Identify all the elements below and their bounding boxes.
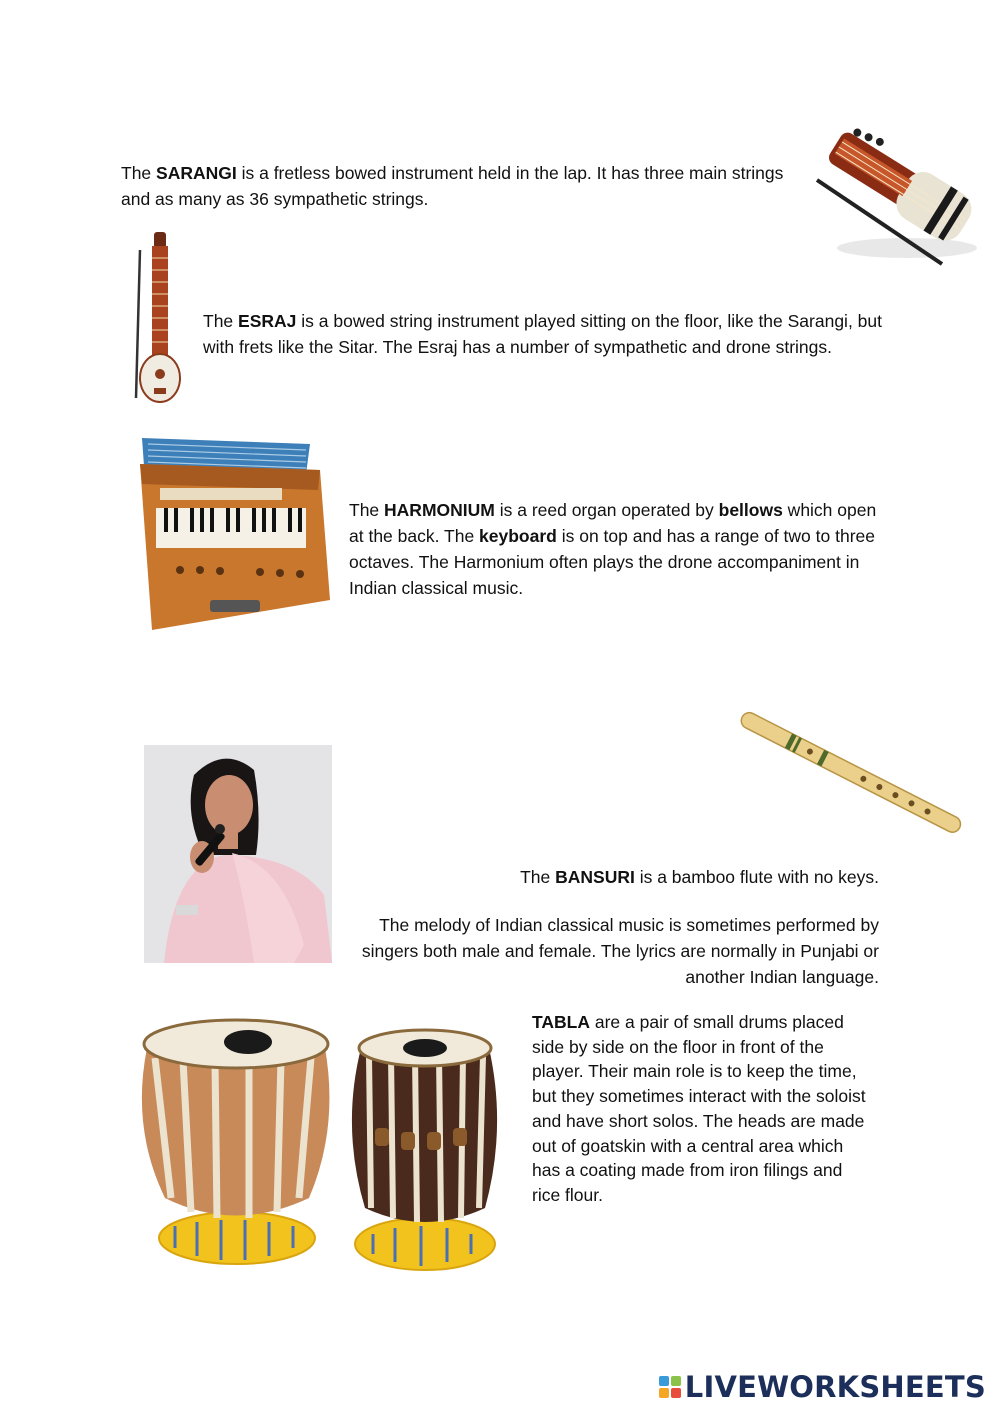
sarangi-paragraph <box>121 160 801 212</box>
harmonium-text3: is on top and has a range of two to three octaves. The Harmonium often plays the drone accompaniment in Indian classical music. <box>349 526 875 598</box>
tabla-image <box>125 1008 520 1288</box>
harmonium-name: HARMONIUM <box>384 500 495 520</box>
singers-text: The melody of Indian classical music is sometimes performed by singers both male and female. The lyrics are normally in Punjabi or another Indian language. <box>361 915 879 987</box>
harmonium-keyboard: keyboard <box>479 526 557 546</box>
singer-photo <box>144 745 332 963</box>
bansuri-pre: The <box>520 867 556 887</box>
harmonium-text1: is a reed organ operated by <box>494 500 719 520</box>
esraj-image <box>128 228 188 406</box>
singers-paragraph <box>345 912 879 990</box>
sarangi-text: is a fretless bowed instrument held in the lap. It has three main strings and as many as 36 sympathetic strings. <box>121 163 784 209</box>
bansuri-text: is a bamboo flute with no keys. <box>634 867 879 887</box>
harmonium-bellows: bellows <box>718 500 783 520</box>
liveworksheets-logo-icon <box>659 1376 681 1398</box>
harmonium-paragraph <box>349 497 889 601</box>
harmonium-text2: which open at the back. The <box>349 500 877 546</box>
bansuri-name: BANSURI <box>555 867 635 887</box>
esraj-name: ESRAJ <box>238 311 297 331</box>
sarangi-pre: The <box>121 163 157 183</box>
liveworksheets-logo[interactable] <box>659 1370 986 1404</box>
harmonium-image <box>130 430 335 640</box>
bansuri-image <box>725 700 975 845</box>
esraj-pre: The <box>203 311 239 331</box>
tabla-name: TABLA <box>532 1012 590 1032</box>
tabla-text: are a pair of small drums placed side by side on the floor in front of the player. Their main role is to keep the time, but they sometimes interact with the soloist and have short solos. The heads are made out of goatskin with a central area which has a coating made from iron filings and rice flour. <box>532 1012 866 1205</box>
esraj-paragraph <box>203 308 883 360</box>
harmonium-pre: The <box>349 500 385 520</box>
liveworksheets-logo-text: LIVEWORKSHEETS <box>684 1370 986 1404</box>
esraj-text: is a bowed string instrument played sitting on the floor, like the Sarangi, but with frets like the Sitar. The Esraj has a number of sympathetic and drone strings. <box>203 311 882 357</box>
bansuri-paragraph <box>360 864 879 890</box>
tabla-paragraph <box>532 1010 872 1208</box>
sarangi-image <box>812 118 982 268</box>
sarangi-name: SARANGI <box>156 163 237 183</box>
